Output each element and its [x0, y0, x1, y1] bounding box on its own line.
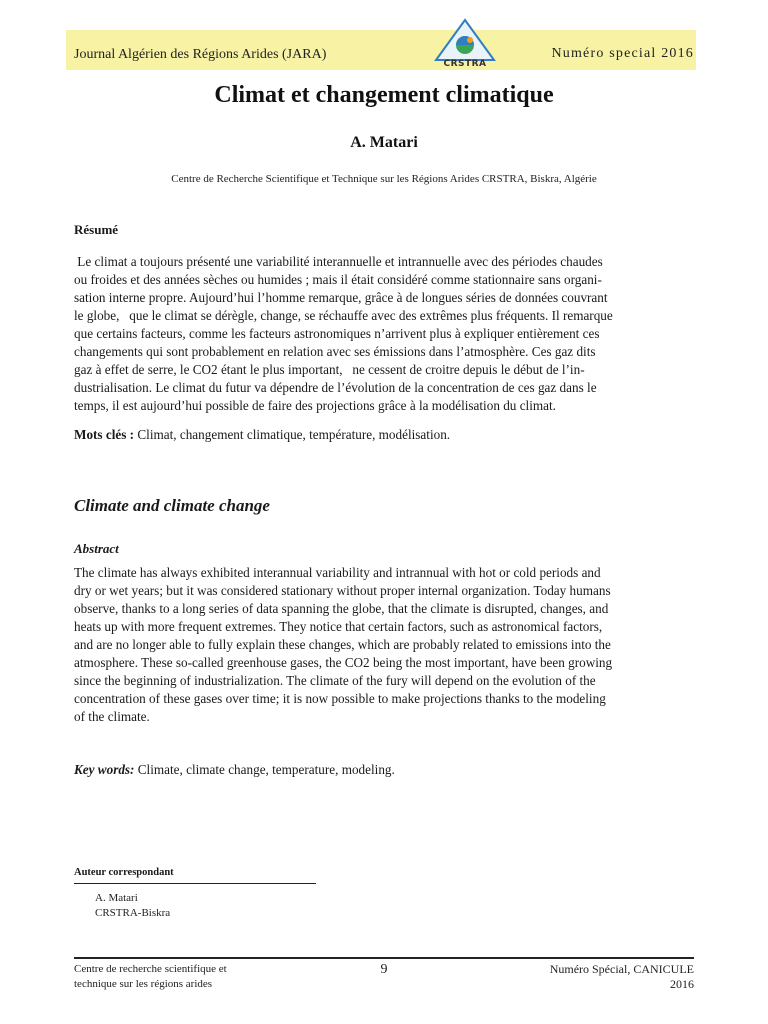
correspondence-divider	[74, 883, 316, 884]
page-number: 9	[380, 962, 388, 977]
correspondence-org: CRSTRA-Biskra	[95, 907, 171, 919]
footer-divider	[74, 957, 694, 959]
footer-issue-line: Numéro Spécial, CANICULE	[549, 962, 694, 976]
abstract-line: concentration of these gases over time; it is now possible to make projections thanks to the modeling	[74, 691, 606, 706]
abstract-line: atmosphere. These so-called greenhouse gases, the CO2 being the most important, have been growing	[74, 655, 613, 670]
resume-heading: Résumé	[74, 222, 119, 237]
footer-issue	[550, 962, 694, 992]
resume-line: ou froides et des années sèches ou humides ; mais il était considéré comme stationnaire sans organi-	[74, 272, 602, 287]
author-name: A. Matari	[350, 134, 418, 151]
crstra-logo	[432, 18, 498, 74]
resume-line: changements qui sont probablement en relation avec ses émissions dans l’atmosphère. Ces gaz dits	[74, 344, 596, 359]
resume-line: dustrialisation. Le climat du futur va dépendre de l’évolution de la concentration de ces gaz dans le	[74, 380, 597, 395]
keywords-value: Climat, changement climatique, température, modélisation.	[134, 427, 451, 442]
abstract-line: of the climate.	[74, 709, 150, 724]
issue-label: Numéro special 2016	[551, 46, 694, 61]
abstract-line: The climate has always exhibited interannual variability and intrannual with hot or cold periods and	[74, 565, 601, 580]
abstract-keywords	[74, 761, 694, 779]
correspondence-heading: Auteur correspondant	[74, 867, 174, 878]
resume-line: temps, il est aujourd’hui possible de faire des projections grâce à la modélisation du climat.	[74, 398, 556, 413]
article-title: Climat et changement climatique	[214, 82, 554, 108]
footer-institution-line: technique sur les régions arides	[74, 978, 213, 990]
resume-line: sation interne propre. Aujourd’hui l’homme remarque, grâce à de longues séries de données couvrant	[74, 290, 608, 305]
abstract-heading: Abstract	[74, 541, 119, 556]
resume-body	[74, 253, 694, 415]
resume-keywords	[74, 426, 694, 444]
resume-line: que certains facteurs, comme les facteurs astronomiques n’arrivent plus à expliquer entièrement ces	[74, 326, 600, 341]
abstract-line: and are no longer able to fully explain these changes, which are probably related to emissions into the	[74, 637, 611, 652]
resume-line: le globe, que le climat se dérègle, change, se réchauffe avec des extrêmes plus fréquents. Il remarque	[74, 308, 613, 323]
footer-institution-line: Centre de recherche scientifique et	[74, 963, 227, 975]
english-title: Climate and climate change	[74, 496, 270, 515]
abstract-line: dry or wet years; but it was considered stationary without proper internal organization. Today humans	[74, 583, 611, 598]
abstract-line: heats up with more frequent extremes. They notice that certain factors, such as astronomical factors,	[74, 619, 603, 634]
keywords-label: Key words:	[74, 762, 135, 777]
abstract-line: observe, thanks to a long series of data spanning the globe, that the climate is disrupted, changes, and	[74, 601, 609, 616]
keywords-label: Mots clés :	[74, 427, 135, 442]
logo-text: CRSTRA	[443, 59, 487, 69]
journal-name: Journal Algérien des Régions Arides (JARA)	[74, 47, 327, 62]
author-affiliation: Centre de Recherche Scientifique et Technique sur les Régions Arides CRSTRA, Biskra, Algérie	[171, 173, 597, 185]
footer-issue-line: 2016	[670, 977, 694, 991]
resume-line: gaz à effet de serre, le CO2 étant le plus important, ne cessent de croitre depuis le début de l’in-	[74, 362, 585, 377]
resume-line: Le climat a toujours présenté une variabilité interannuelle et intrannuelle avec des périodes chaudes	[74, 254, 603, 269]
keywords-value: Climate, climate change, temperature, modeling.	[134, 762, 395, 777]
crstra-logo-icon	[432, 18, 498, 62]
abstract-line: since the beginning of industrialization. The climate of the fury will depend on the evolution of the	[74, 673, 596, 688]
correspondence-name: A. Matari	[95, 892, 138, 904]
abstract-body	[74, 564, 694, 726]
